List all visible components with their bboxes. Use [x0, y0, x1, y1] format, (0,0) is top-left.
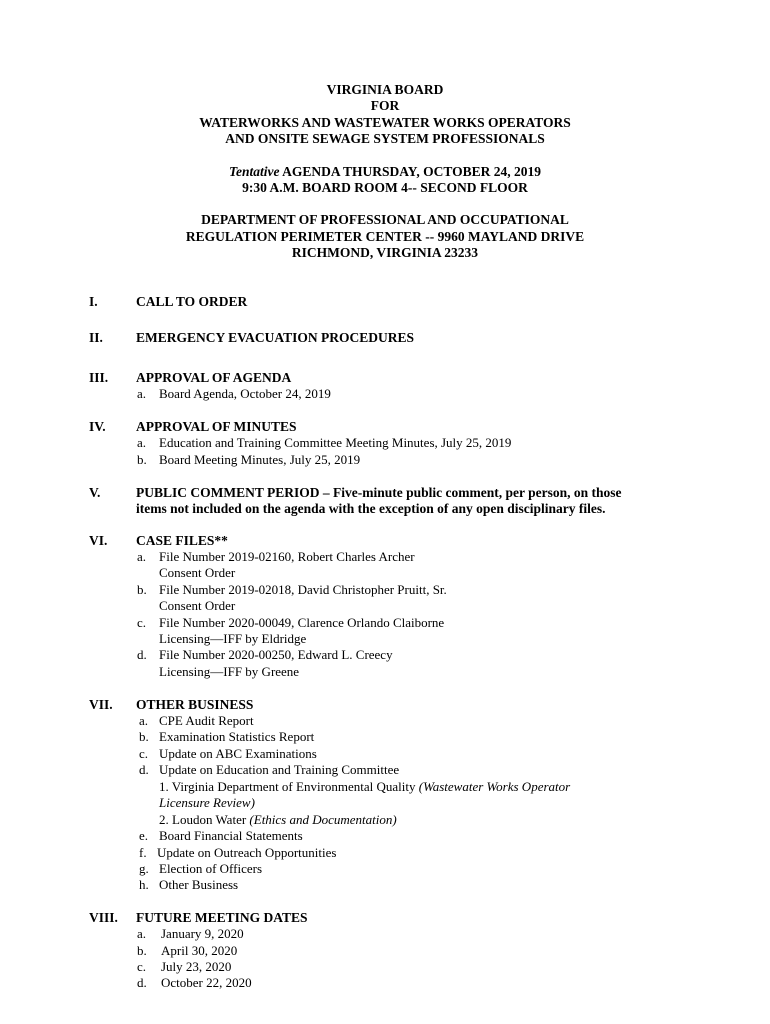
section-title-approval-agenda: APPROVAL OF AGENDA: [136, 370, 292, 385]
list-item: c. July 23, 2020: [137, 959, 232, 974]
section-number: II.: [89, 330, 103, 345]
list-item: g. Election of Officers: [139, 861, 262, 876]
list-item: a. File Number 2019-02160, Robert Charles Archer: [137, 549, 415, 564]
section-title-call-to-order: CALL TO ORDER: [136, 294, 248, 309]
section-title-public-comment-line2: items not included on the agenda with the exception of any open disciplinary files.: [136, 501, 606, 516]
list-item: b. File Number 2019-02018, David Christopher Pruitt, Sr.: [137, 582, 447, 597]
list-item: c. File Number 2020-00049, Clarence Orlando Claiborne: [137, 615, 445, 630]
list-item: b. Board Meeting Minutes, July 25, 2019: [137, 452, 361, 467]
section-number: IV.: [89, 419, 106, 434]
department-line2: REGULATION PERIMETER CENTER -- 9960 MAYLAND DRIVE: [185, 229, 585, 244]
list-item: a. January 9, 2020: [137, 926, 244, 941]
list-item: c. Update on ABC Examinations: [139, 746, 317, 761]
section-title-approval-minutes: APPROVAL OF MINUTES: [136, 419, 297, 434]
section-title-public-comment: PUBLIC COMMENT PERIOD – Five-minute public comment, per person, on those: [136, 485, 622, 500]
tentative-label: Tentative: [229, 164, 280, 179]
section-title-evacuation: EMERGENCY EVACUATION PROCEDURES: [136, 330, 415, 345]
board-title-for: FOR: [370, 98, 400, 113]
sub-list-item: 1. Virginia Department of Environmental Quality (Wastewater Works Operator: [159, 779, 571, 794]
board-title: VIRGINIA BOARD: [326, 82, 444, 97]
section-number: VII.: [89, 697, 113, 712]
case-file-type: Licensing—IFF by Eldridge: [159, 631, 307, 646]
list-item: d. Update on Education and Training Committee: [139, 762, 400, 777]
department-line3: RICHMOND, VIRGINIA 23233: [291, 245, 479, 260]
section-number: V.: [89, 485, 101, 500]
case-file-type: Consent Order: [159, 565, 236, 580]
board-title-line4: AND ONSITE SEWAGE SYSTEM PROFESSIONALS: [225, 131, 545, 146]
section-number: I.: [89, 294, 98, 309]
list-item: a. Board Agenda, October 24, 2019: [137, 386, 331, 401]
list-item: a. Education and Training Committee Meeting Minutes, July 25, 2019: [137, 435, 512, 450]
sub-list-item-continued: Licensure Review): [159, 795, 255, 810]
board-title-line3: WATERWORKS AND WASTEWATER WORKS OPERATORS: [199, 115, 571, 130]
list-item: a. CPE Audit Report: [139, 713, 254, 728]
section-title-other-business: OTHER BUSINESS: [136, 697, 254, 712]
list-item: b. Examination Statistics Report: [139, 729, 315, 744]
list-item: f. Update on Outreach Opportunities: [139, 845, 337, 860]
case-file-type: Consent Order: [159, 598, 236, 613]
department-line1: DEPARTMENT OF PROFESSIONAL AND OCCUPATIONAL: [201, 212, 569, 227]
meeting-time-room: 9:30 A.M. BOARD ROOM 4-- SECOND FLOOR: [242, 180, 528, 195]
case-file-type: Licensing—IFF by Greene: [159, 664, 300, 679]
section-number: VIII.: [89, 910, 118, 925]
section-number: III.: [89, 370, 109, 385]
sub-list-item: 2. Loudon Water (Ethics and Documentation): [159, 812, 397, 827]
section-title-future-meetings: FUTURE MEETING DATES: [136, 910, 308, 925]
list-item: e. Board Financial Statements: [139, 828, 303, 843]
agenda-date-line: [0, 164, 770, 180]
list-item: d. October 22, 2020: [137, 975, 252, 990]
list-item: b. April 30, 2020: [137, 943, 238, 958]
agenda-date: AGENDA THURSDAY, OCTOBER 24, 2019: [279, 164, 541, 179]
list-item: d. File Number 2020-00250, Edward L. Creecy: [137, 647, 393, 662]
section-number: VI.: [89, 533, 108, 548]
section-title-case-files: CASE FILES**: [136, 533, 228, 548]
list-item: h. Other Business: [139, 877, 239, 892]
